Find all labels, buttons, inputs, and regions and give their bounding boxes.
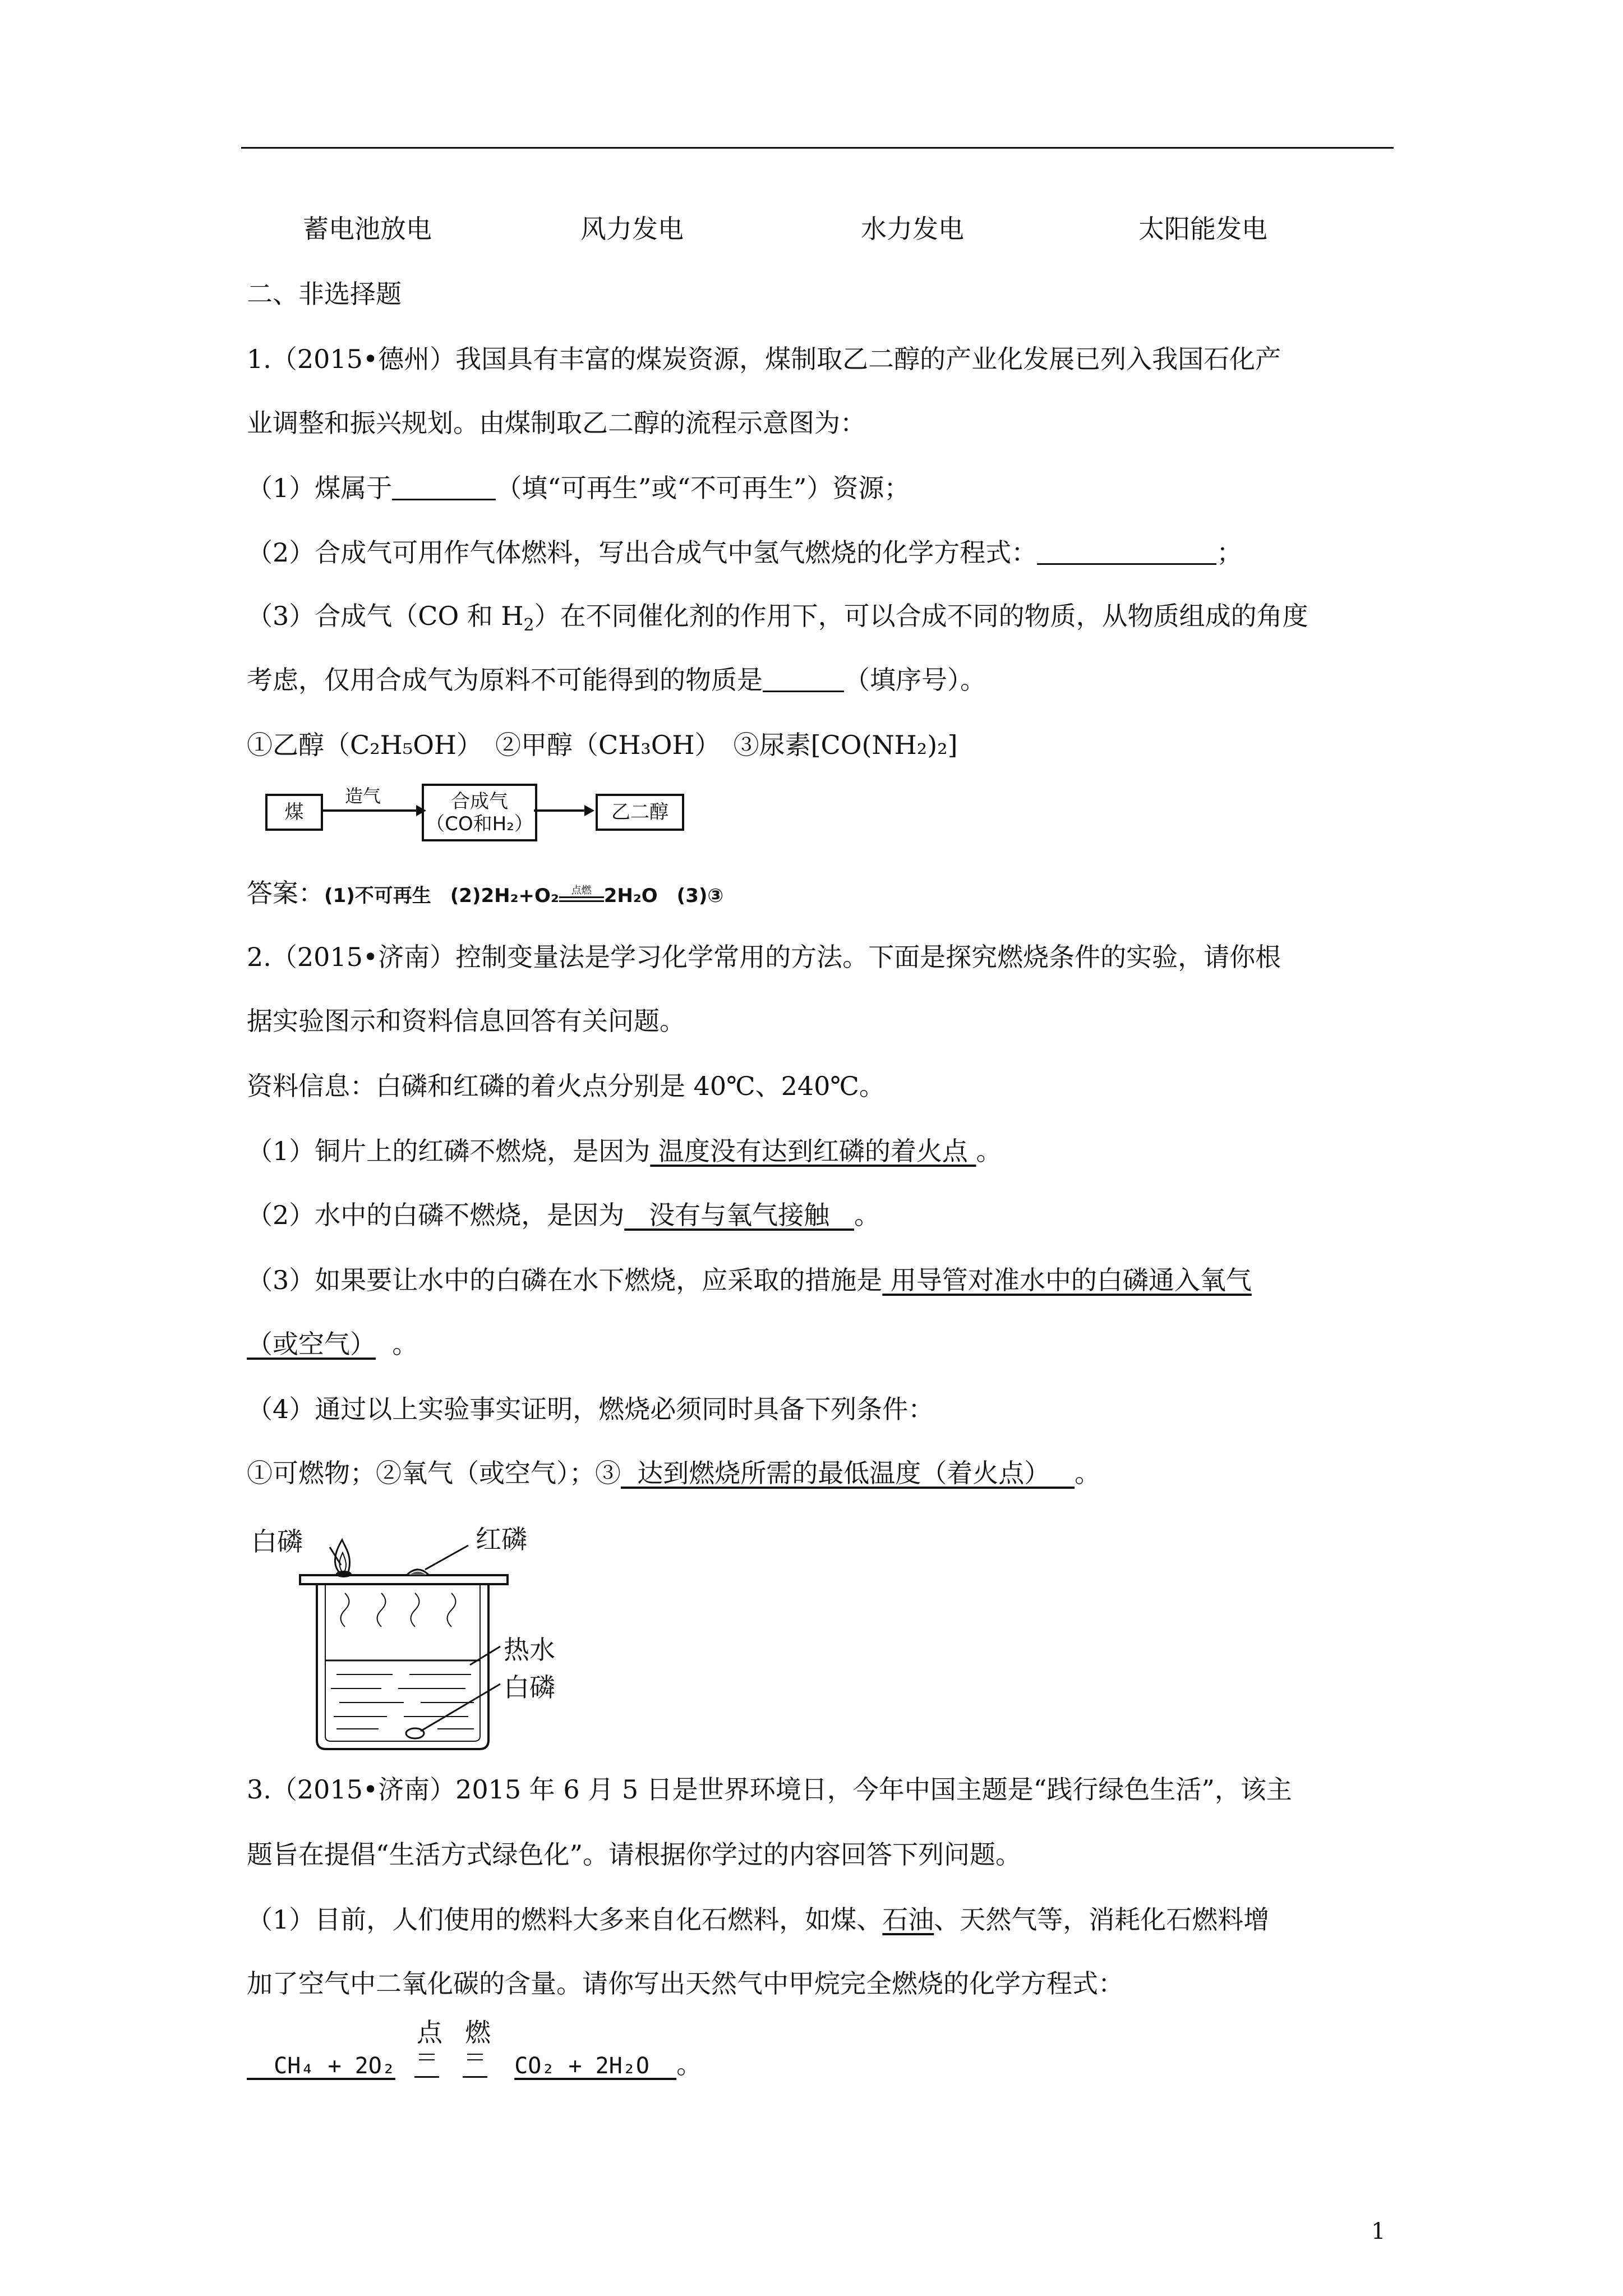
q1-part3-line2-text: 考虑，仅用合成气为原料不可能得到的物质是: [247, 665, 763, 695]
q2-part3-line2: [247, 1327, 418, 1361]
q2-part3-line1: [247, 1263, 1252, 1297]
label-white-phosphorus-top: 白磷: [251, 1526, 303, 1557]
answer-text-b: 2H₂O (3)③: [603, 885, 724, 907]
flow-box-syngas: [422, 784, 537, 841]
header-rule: [241, 147, 1394, 149]
q2-part3-answer: 用导管对准水中的白磷通入氧气: [882, 1265, 1252, 1295]
q1-part3-text-b: ）在不同催化剂的作用下，可以合成不同的物质，从物质组成的角度: [534, 601, 1308, 631]
q3-part1-text: （1）目前，人们使用的燃料大多来自化石燃料，如煤、: [247, 1904, 883, 1935]
q1-intro-line2: 业调整和振兴规划。由煤制取乙二醇的流程示意图为：: [247, 408, 866, 438]
q2-part1-text: （1）铜片上的红磷不燃烧，是因为: [247, 1136, 651, 1166]
answer-text: (1)不可再生 (2)2H₂+O₂: [324, 885, 559, 907]
q3-underlined-oil: 石油: [882, 1904, 934, 1935]
answer-label: 答案：: [247, 878, 324, 908]
q2-conditions-answer: 达到燃烧所需的最低温度（着火点）: [621, 1458, 1075, 1488]
q1-options: ①乙醇（C₂H₅OH） ②甲醇（CH₃OH） ③尿素[CO(NH₂)₂]: [247, 730, 958, 760]
q2-conditions-text: ①可燃物；②氧气（或空气）；③: [247, 1458, 621, 1488]
flow-box-coal: 煤: [265, 794, 323, 831]
q2-part3-answer-cont: （或空气）: [247, 1329, 376, 1359]
q1-answer: [247, 876, 723, 913]
flow-box-glycol: 乙二醇: [596, 794, 684, 831]
q2-part3-end: 。: [376, 1329, 418, 1359]
section-title: 二、非选择题: [247, 279, 402, 309]
answer-condition: 点燃: [571, 885, 592, 896]
methane-equation: [247, 2017, 703, 2084]
q2-part3-text: （3）如果要让水中的白磷在水下燃烧，应采取的措施是: [247, 1265, 883, 1295]
q3-intro-line2: 题旨在提倡“生活方式绿色化”。请根据你学过的内容回答下列问题。: [247, 1839, 1022, 1870]
energy-option-3: 水力发电: [861, 214, 964, 244]
q2-part2-text: （2）水中的白磷不燃烧，是因为: [247, 1200, 625, 1230]
label-white-phosphorus-bottom: 白磷: [504, 1672, 555, 1703]
q3-part1-text-b: 、天然气等，消耗化石燃料增: [934, 1904, 1270, 1935]
q2-conditions-end: 。: [1075, 1458, 1101, 1488]
q2-info: 资料信息：白磷和红磷的着火点分别是 40℃、240℃。: [247, 1071, 885, 1101]
energy-option-2: 风力发电: [580, 214, 684, 244]
q2-part2-answer: 没有与氧气接触: [624, 1200, 855, 1230]
energy-option-1: 蓄电池放电: [303, 214, 432, 244]
q1-intro-line1: 1.（2015•德州）我国具有丰富的煤炭资源，煤制取乙二醇的产业化发展已列入我国石化产: [247, 344, 1281, 374]
q2-part2-end: 。: [854, 1200, 880, 1230]
q2-intro-line1: 2.（2015•济南）控制变量法是学习化学常用的方法。下面是探究燃烧条件的实验，请你根: [247, 942, 1281, 972]
flow-syngas-sublabel: （CO和H₂）: [426, 812, 533, 835]
q1-part1-text-b: （填“可再生”或“不可再生”）资源；: [496, 473, 910, 503]
q1-part1-blank[interactable]: [392, 474, 496, 500]
q2-part1-answer: 温度没有达到红磷的着火点: [650, 1136, 976, 1166]
q2-part2: [247, 1198, 880, 1232]
equation-condition-2: [462, 2017, 501, 2084]
q1-part2-text: （2）合成气可用作气体燃料，写出合成气中氢气燃烧的化学方程式：: [247, 537, 1038, 568]
q1-part3-line1: （3）合成气（CO 和 $H_2$）在不同催化剂的作用下，可以合成不同的物质，从物质组成的角度: [247, 601, 1308, 636]
q1-part3-line2: [247, 663, 986, 697]
q2-part1: [247, 1134, 1002, 1168]
q2-intro-line2: 据实验图示和资料信息回答有关问题。: [247, 1006, 685, 1036]
q1-part2: [247, 536, 1242, 569]
condition-char-2: 燃: [465, 2017, 491, 2047]
equation-end: 。: [676, 2049, 703, 2079]
q3-part1-line1: [247, 1903, 1269, 1936]
q2-part1-end: 。: [976, 1136, 1002, 1166]
q3-part1-line2: 加了空气中二氧化碳的含量。请你写出天然气中甲烷完全燃烧的化学方程式：: [247, 1968, 1124, 1999]
q1-part2-end: ；: [1216, 537, 1243, 568]
q1-part2-blank[interactable]: [1037, 539, 1216, 565]
label-red-phosphorus: 红磷: [476, 1524, 527, 1554]
page-number: 1: [1371, 2219, 1386, 2244]
equation-right: CO₂ + 2H₂O: [514, 2053, 677, 2079]
q2-part4-conditions: [247, 1456, 1100, 1490]
q3-intro-line1: 3.（2015•济南）2015 年 6 月 5 日是世界环境日，今年中国主题是“践行绿色生活”，该主: [247, 1774, 1292, 1805]
q1-part1-text: （1）煤属于: [247, 473, 393, 503]
energy-option-4: 太阳能发电: [1138, 214, 1267, 244]
q1-part1: [247, 471, 910, 505]
flow-arrow-2: [534, 794, 596, 827]
q2-part4: （4）通过以上实验事实证明，燃烧必须同时具备下列条件：: [247, 1394, 934, 1424]
condition-char-1: 点: [417, 2017, 442, 2047]
flow-syngas-label: 合成气: [451, 790, 508, 813]
q1-part3-blank[interactable]: [763, 666, 844, 692]
label-hot-water: 热水: [504, 1635, 555, 1665]
equation-condition-1: [409, 2017, 448, 2084]
q1-part3-line2-end: （填序号）。: [844, 665, 986, 695]
flow-arrow-label: 造气: [345, 785, 381, 807]
equation-left: CH₄ + 2O₂: [247, 2053, 395, 2079]
q1-part3-text: （3）合成气（CO 和 H: [247, 601, 524, 631]
